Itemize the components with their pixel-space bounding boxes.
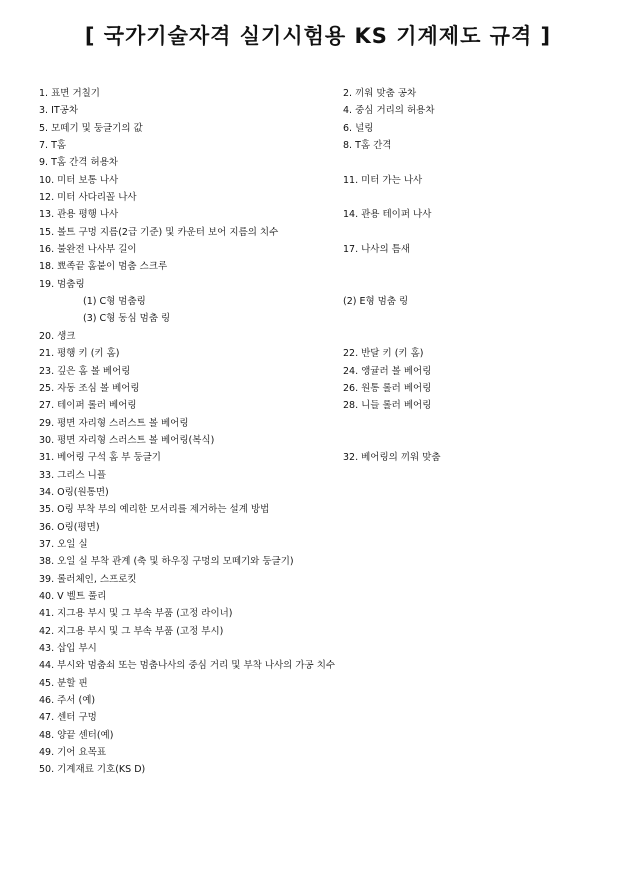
toc-item: 12. 미터 사다리꼴 나사 bbox=[39, 192, 137, 204]
toc-row bbox=[39, 657, 599, 674]
toc-row bbox=[39, 276, 599, 293]
toc-row bbox=[39, 605, 599, 622]
toc-row bbox=[39, 224, 599, 241]
toc-item: 27. 테이퍼 롤러 베어링 bbox=[39, 400, 137, 412]
toc-item: 48. 양끝 센터(예) bbox=[39, 729, 114, 741]
toc-item: 4. 중심 거리의 허용차 bbox=[343, 105, 435, 117]
toc-item: 36. O링(평면) bbox=[39, 521, 100, 533]
page-title: [ 국가기술자격 실기시험용 KS 기계제도 규격 ] bbox=[84, 24, 552, 48]
toc-item: 5. 모떼기 및 둥글기의 값 bbox=[39, 122, 143, 134]
toc-row bbox=[39, 345, 599, 362]
toc-item: 31. 베어링 구석 홈 부 둥글기 bbox=[39, 452, 161, 464]
toc-row bbox=[39, 553, 599, 570]
toc-item: 42. 지그용 부시 및 그 부속 부품 (고정 부시) bbox=[39, 625, 224, 637]
toc-row bbox=[39, 380, 599, 397]
toc-item: 39. 롤러체인, 스프로킷 bbox=[39, 573, 137, 585]
toc-row bbox=[39, 709, 599, 726]
toc-item: 34. O링(원통면) bbox=[39, 486, 109, 498]
toc-item: 8. T홈 간격 bbox=[343, 140, 392, 152]
toc-row bbox=[39, 206, 599, 223]
toc-row bbox=[39, 467, 599, 484]
toc-item: 17. 나사의 틈새 bbox=[343, 244, 411, 256]
toc-item: 32. 베어링의 끼워 맞춤 bbox=[343, 452, 441, 464]
toc-item: 21. 평행 키 (키 홈) bbox=[39, 348, 120, 360]
toc-item: 22. 반달 키 (키 홈) bbox=[343, 348, 424, 360]
toc-item: 9. T홈 간격 허용차 bbox=[39, 157, 118, 169]
toc-item: 24. 앵귤러 볼 베어링 bbox=[343, 365, 432, 377]
toc-row bbox=[39, 154, 599, 171]
toc-item: 26. 원통 롤러 베어링 bbox=[343, 382, 432, 394]
toc-item: 25. 자동 조심 볼 베어링 bbox=[39, 382, 140, 394]
toc-item: 7. T홈 bbox=[39, 140, 67, 152]
toc-item: 33. 그리스 니플 bbox=[39, 469, 107, 481]
toc-row bbox=[39, 120, 599, 137]
toc-row bbox=[39, 501, 599, 518]
toc-row bbox=[39, 172, 599, 189]
toc-row bbox=[39, 432, 599, 449]
toc-subrow bbox=[39, 293, 599, 310]
toc-subitem: (2) E형 멈춤 링 bbox=[343, 296, 409, 308]
toc-item: 29. 평면 자리형 스러스트 볼 베어링 bbox=[39, 417, 189, 429]
toc-row bbox=[39, 258, 599, 275]
toc-row bbox=[39, 189, 599, 206]
toc-row bbox=[39, 623, 599, 640]
toc-item: 23. 깊은 홈 볼 베어링 bbox=[39, 365, 131, 377]
toc-row bbox=[39, 241, 599, 258]
toc-row bbox=[39, 519, 599, 536]
toc-item: 28. 니들 롤러 베어링 bbox=[343, 400, 432, 412]
toc-item: 16. 불완전 나사부 길이 bbox=[39, 244, 137, 256]
toc-row bbox=[39, 571, 599, 588]
toc-row bbox=[39, 328, 599, 345]
toc-item: 45. 분할 핀 bbox=[39, 677, 88, 689]
toc-row bbox=[39, 675, 599, 692]
toc-item: 41. 지그용 부시 및 그 부속 부품 (고정 라이너) bbox=[39, 608, 233, 620]
toc-item: 49. 기어 요목표 bbox=[39, 747, 107, 759]
toc-row bbox=[39, 102, 599, 119]
toc-item: 37. 오일 실 bbox=[39, 538, 88, 550]
toc-item: 47. 센터 구멍 bbox=[39, 712, 97, 724]
toc-item: 11. 미터 가는 나사 bbox=[343, 174, 423, 186]
toc-row bbox=[39, 761, 599, 778]
toc-row bbox=[39, 588, 599, 605]
toc-item: 10. 미터 보통 나사 bbox=[39, 174, 119, 186]
toc-item: 6. 널링 bbox=[343, 122, 374, 134]
toc-row bbox=[39, 640, 599, 657]
toc-subrow bbox=[39, 310, 599, 327]
toc-row bbox=[39, 692, 599, 709]
toc-row bbox=[39, 449, 599, 466]
toc-item: 20. 생크 bbox=[39, 330, 76, 342]
toc-row bbox=[39, 363, 599, 380]
toc-item: 3. IT공차 bbox=[39, 105, 79, 117]
toc-row bbox=[39, 137, 599, 154]
toc-row bbox=[39, 397, 599, 414]
toc-item: 30. 평면 자리형 스러스트 볼 베어링(복식) bbox=[39, 434, 215, 446]
toc-item: 19. 멈춤링 bbox=[39, 278, 85, 290]
toc-item: 38. 오일 실 부착 관계 (축 및 하우징 구멍의 모떼기와 둥글기) bbox=[39, 556, 294, 568]
toc-item: 18. 뾰족끝 홈붙이 멈춤 스크루 bbox=[39, 261, 168, 273]
toc-row bbox=[39, 727, 599, 744]
toc-item: 1. 표면 거칠기 bbox=[39, 88, 100, 99]
toc-item: 14. 관용 테이퍼 나사 bbox=[343, 209, 432, 221]
toc-item: 13. 관용 평행 나사 bbox=[39, 209, 119, 221]
toc-item: 15. 볼트 구멍 지름(2급 기준) 및 카운터 보어 지름의 치수 bbox=[39, 226, 279, 238]
toc-item: 46. 주서 (예) bbox=[39, 695, 96, 707]
toc-item: 40. V 벨트 풀리 bbox=[39, 590, 107, 602]
toc-item: 35. O링 부착 부의 예리한 모서리를 제거하는 설계 방법 bbox=[39, 504, 270, 516]
toc-item: 43. 삽입 부시 bbox=[39, 643, 97, 654]
toc-item: 44. 부시와 멈춤쇠 또는 멈춤나사의 중심 거리 및 부착 나사의 가공 치수 bbox=[39, 660, 336, 672]
toc-row bbox=[39, 85, 599, 102]
toc-subitem: (3) C형 동심 멈춤 링 bbox=[83, 313, 171, 325]
toc-row bbox=[39, 484, 599, 501]
table-of-contents bbox=[39, 85, 599, 779]
toc-row bbox=[39, 536, 599, 553]
toc-row bbox=[39, 415, 599, 432]
toc-item: 50. 기계재료 기호(KS D) bbox=[39, 764, 146, 776]
toc-row bbox=[39, 744, 599, 761]
toc-subitem: (1) C형 멈춤링 bbox=[83, 296, 146, 308]
toc-item: 2. 끼워 맞춤 공차 bbox=[343, 88, 417, 99]
